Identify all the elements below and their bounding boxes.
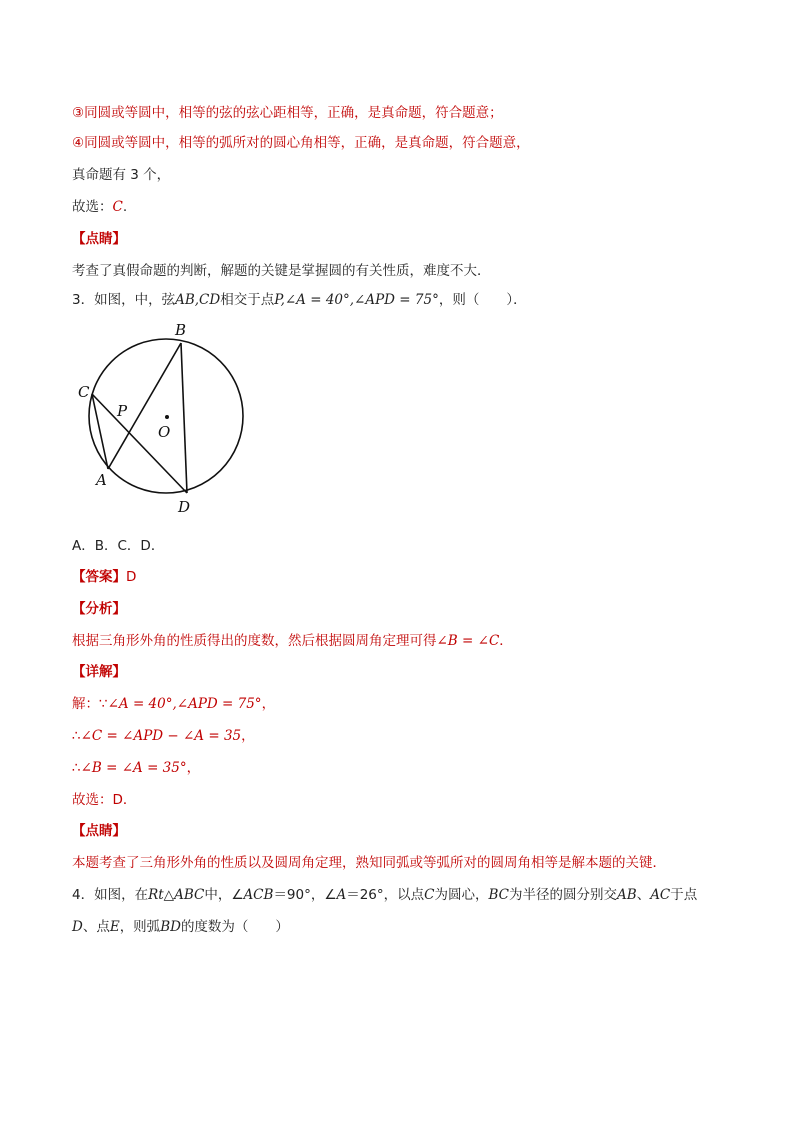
q4-text-1: 4．如图，在 <box>72 887 149 903</box>
q4-point-d: D <box>72 919 83 935</box>
q4-text-4: ＝26°，以点 <box>346 887 425 903</box>
solution-2-suffix: ， <box>241 728 255 744</box>
answer-prefix: 故选： <box>72 199 113 215</box>
question-4-line-2 <box>72 918 289 936</box>
answer-value: D <box>126 569 137 585</box>
q4-text-5: 为圆心， <box>434 887 489 903</box>
solution-line-2 <box>72 727 255 745</box>
q4-side-ab: AB <box>617 887 637 903</box>
solution-2-formula: ∠C = ∠APD − ∠A = 35 <box>80 728 242 744</box>
comment-line-q2: 考查了真假命题的判断，解题的关键是掌握圆的有关性质，难度不大． <box>72 263 491 279</box>
reasoning-line-4: ④同圆或等圆中，相等的弧所对的圆心角相等，正确，是真命题，符合题意， <box>72 135 530 151</box>
solution-line-1 <box>72 695 275 713</box>
q4-arc-bd: BD <box>160 919 181 935</box>
q4-text-8: 、点 <box>82 919 110 935</box>
heading-analysis: 【分析】 <box>72 601 126 617</box>
question-3 <box>72 291 527 309</box>
reasoning-line-3: ③同圆或等圆中，相等的弦的弦心距相等，正确，是真命题，符合题意； <box>72 105 503 121</box>
answer-line-q3-detail: 故选：D． <box>72 792 137 808</box>
q4-sep: 、 <box>636 887 651 903</box>
solution-2-prefix: ∴ <box>72 728 81 744</box>
solution-1-formula: ∠A = 40°,∠APD = 75° <box>107 696 262 712</box>
q3-condition: P,∠A = 40°,∠APD = 75° <box>274 292 439 308</box>
q4-text-10: 的度数为（ ） <box>180 919 289 935</box>
q4-point-e: E <box>109 919 120 935</box>
q4-triangle: Rt△ABC <box>148 887 205 903</box>
heading-answer: 【答案】 <box>72 569 126 585</box>
solution-1-suffix: ， <box>261 696 276 712</box>
q4-text-6: 为半径的圆分别交 <box>509 887 618 903</box>
analysis-formula: ∠B = ∠C <box>436 633 500 649</box>
heading-dianjing-2: 【点睛】 <box>72 823 126 839</box>
label-o: O <box>158 423 171 441</box>
label-a: A <box>96 471 107 489</box>
center-dot <box>165 415 169 419</box>
solution-line-3 <box>72 759 200 777</box>
circle-figure <box>70 318 250 518</box>
q3-text-2: 相交于点 <box>220 292 275 308</box>
solution-3-prefix: ∴ <box>72 760 81 776</box>
solution-1-prefix: 解：∵ <box>72 696 108 712</box>
q4-text-7: 于点 <box>670 887 698 903</box>
q4-point-c: C <box>424 887 435 903</box>
answer-period: . <box>122 199 128 215</box>
label-d: D <box>178 498 191 516</box>
q3-text-1: 3．如图，中，弦 <box>72 292 176 308</box>
solution-3-suffix: ， <box>186 760 201 776</box>
analysis-text: 根据三角形外角的性质得出的度数，然后根据圆周角定理可得 <box>72 633 437 649</box>
options-line: A．B．C．D． <box>72 538 165 554</box>
q3-text-3: ，则（ ）． <box>438 292 527 308</box>
label-p: P <box>117 402 128 420</box>
analysis-period: ． <box>499 633 513 649</box>
segment-bd <box>181 343 187 493</box>
label-b: B <box>175 321 187 339</box>
answer-line-q2 <box>72 198 127 216</box>
question-4-line-1 <box>72 886 697 904</box>
true-count-line: 真命题有 3 个， <box>72 167 171 183</box>
answer-letter: C <box>112 199 123 215</box>
q4-text-2: 中，∠ <box>204 887 244 903</box>
answer-line-q3 <box>72 568 136 586</box>
solution-3-formula: ∠B = ∠A = 35° <box>80 760 187 776</box>
heading-dianjing-1: 【点睛】 <box>72 231 126 247</box>
heading-detail: 【详解】 <box>72 664 126 680</box>
q4-angle-acb: ACB <box>243 887 274 903</box>
q4-text-3: ＝90°，∠ <box>273 887 337 903</box>
analysis-line <box>72 632 513 650</box>
comment-line-q3: 本题考查了三角形外角的性质以及圆周角定理，熟知同弧或等弧所对的圆周角相等是解本题的关键． <box>72 855 666 871</box>
label-c: C <box>78 383 90 401</box>
q4-text-9: ，则弧 <box>119 919 161 935</box>
q4-radius-bc: BC <box>488 887 510 903</box>
q3-chords: AB,CD <box>175 292 221 308</box>
q4-angle-a: A <box>336 887 347 903</box>
segment-ca <box>92 394 108 469</box>
q4-side-ac: AC <box>650 887 671 903</box>
